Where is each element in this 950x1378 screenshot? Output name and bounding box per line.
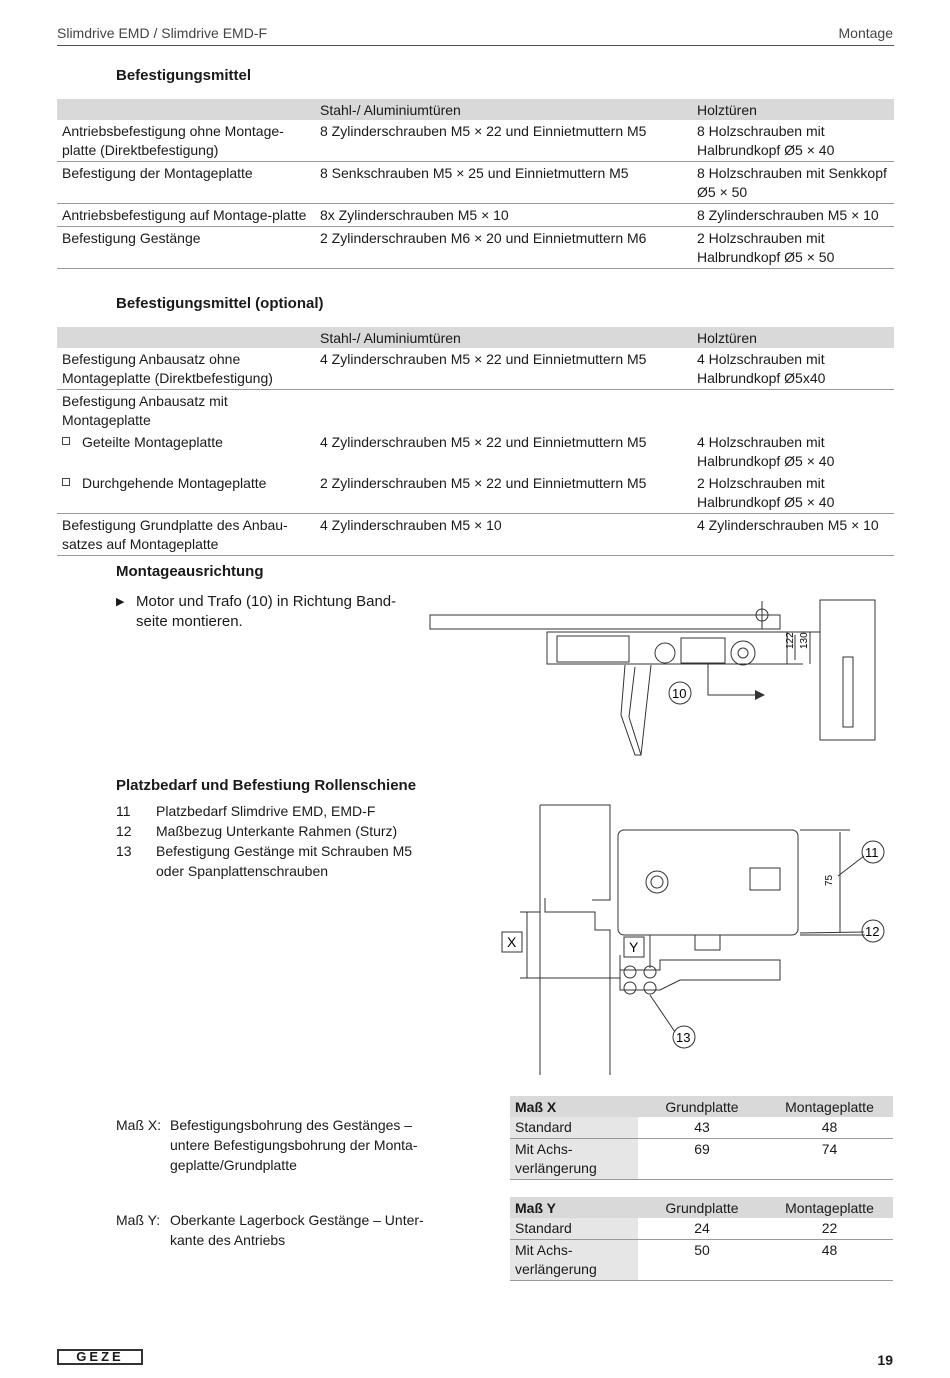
table-cell: 2 Holzschrauben mit Halbrundkopf Ø5 × 50 [692, 227, 894, 269]
table-header-cell: Grundplatte [638, 1096, 766, 1117]
table-row [510, 1218, 893, 1240]
table-cell: Mit Achs-verlängerung [510, 1139, 638, 1180]
table-row [57, 204, 894, 227]
table-cell: 8 Zylinderschrauben M5 × 22 und Einnietmuttern M5 [315, 120, 692, 162]
table-row [510, 1139, 893, 1180]
table-cell: Befestigung Gestänge [57, 227, 315, 269]
optional-fastener-table [57, 327, 894, 556]
callout-label: 10 [672, 686, 687, 701]
measure-x-table [510, 1096, 893, 1180]
legend-list [116, 801, 436, 881]
list-text: Befestigung Gestänge mit Schrauben M5 oder Spanplattenschrauben [156, 843, 413, 879]
instruction [116, 592, 408, 632]
drive-housing [618, 830, 798, 935]
table-cell: Mit Achs-verlängerung [510, 1240, 638, 1281]
wall-section [820, 600, 875, 740]
dimension-label: 130 [799, 632, 810, 649]
table-cell: 2 Zylinderschrauben M6 × 20 und Einnietmuttern M6 [315, 227, 692, 269]
table-row [510, 1117, 893, 1139]
sub-item-label: Durchgehende Montageplatte [82, 475, 267, 491]
table-row [57, 120, 894, 162]
table-header-cell [57, 327, 315, 348]
table-cell: 4 Holzschrauben mit Halbrundkopf Ø5x40 [692, 348, 894, 390]
table-cell: 4 Zylinderschrauben M5 × 10 [315, 514, 692, 556]
table-cell: Standard [510, 1218, 638, 1240]
list-number: 13 [116, 843, 132, 859]
table-header-cell: Holztüren [692, 99, 894, 120]
bullet-square-icon [62, 437, 70, 445]
dimension-label-y: Y [629, 939, 639, 955]
table-header-cell [57, 99, 315, 120]
table-header-cell: Montageplatte [766, 1197, 893, 1218]
instruction-text: Motor und Trafo (10) in Richtung Band-seite montieren. [136, 593, 397, 630]
table-cell: 8x Zylinderschrauben M5 × 10 [315, 204, 692, 227]
table-row [57, 227, 894, 269]
table-cell: 24 [638, 1218, 766, 1240]
table-cell: 8 Holzschrauben mit Halbrundkopf Ø5 × 40 [692, 120, 894, 162]
table-cell: 69 [638, 1139, 766, 1180]
table-cell: Befestigung Grundplatte des Anbau-satzes auf Montageplatte [57, 514, 315, 556]
table-header-cell: Grundplatte [638, 1197, 766, 1218]
definition-y [116, 1210, 446, 1250]
table-cell [57, 472, 315, 514]
table-cell: 48 [766, 1117, 893, 1139]
section-title-optional: Befestigungsmittel (optional) [116, 295, 324, 312]
geze-logo [57, 1349, 143, 1365]
callout-label: 13 [676, 1030, 691, 1045]
list-number: 11 [116, 803, 131, 819]
header-divider [57, 45, 894, 46]
table-cell: 2 Holzschrauben mit Halbrundkopf Ø5 × 40 [692, 472, 894, 514]
definition-x [116, 1115, 446, 1175]
table-header-cell: Stahl-/ Aluminiumtüren [315, 327, 692, 348]
table-header-cell: Maß Y [510, 1197, 638, 1218]
definition-text: Befestigungsbohrung des Gestänges – untere Befestigungsbohrung der Monta-geplatte/Grundplatte [170, 1117, 418, 1173]
table-cell: 2 Zylinderschrauben M5 × 22 und Einnietmuttern M5 [315, 472, 692, 514]
table-cell: Standard [510, 1117, 638, 1139]
table-header-cell: Montageplatte [766, 1096, 893, 1117]
mounting-orientation-diagram [425, 595, 885, 765]
table-cell: 8 Senkschrauben M5 × 25 und Einnietmuttern M5 [315, 162, 692, 204]
table-cell: 4 Zylinderschrauben M5 × 22 und Einnietmuttern M5 [315, 348, 692, 390]
fastener-table [57, 99, 894, 269]
measure-y-table [510, 1197, 893, 1281]
page-number: 19 [877, 1352, 893, 1368]
table-cell: Befestigung Anbausatz ohne Montageplatte (Direktbefestigung) [57, 348, 315, 390]
list-number: 12 [116, 823, 132, 839]
list-item [116, 841, 436, 881]
dimension-label-x: X [507, 934, 517, 950]
table-cell: Befestigung Anbausatz mit Montageplatte [62, 393, 228, 428]
table-cell [57, 431, 315, 472]
table-cell: Befestigung der Montageplatte [57, 162, 315, 204]
table-cell: 50 [638, 1240, 766, 1281]
table-header-row [57, 99, 894, 120]
definition-label: Maß X: [116, 1117, 162, 1133]
table-cell: 8 Holzschrauben mit Senkkopf Ø5 × 50 [692, 162, 894, 204]
table-cell: 48 [766, 1240, 893, 1281]
table-cell: 22 [766, 1218, 893, 1240]
dimension-label: 122 [785, 632, 796, 649]
table-header-row [510, 1197, 893, 1218]
table-row [57, 348, 894, 390]
table-cell: 43 [638, 1117, 766, 1139]
table-header-cell: Maß X [510, 1096, 638, 1117]
frame-profile [540, 805, 610, 1075]
table-header-row [57, 327, 894, 348]
table-row [510, 1240, 893, 1281]
sub-item-label: Geteilte Montageplatte [82, 434, 223, 450]
dimension-label: 75 [824, 874, 835, 886]
callout-label: 12 [865, 924, 880, 939]
table-cell: 4 Zylinderschrauben M5 × 10 [692, 514, 894, 556]
logo-text: GEZE [76, 1349, 124, 1364]
list-text: Maßbezug Unterkante Rahmen (Sturz) [156, 823, 398, 839]
table-row [57, 431, 894, 472]
callout-label: 11 [865, 845, 879, 860]
drive-unit-outline [547, 632, 787, 664]
table-cell: 74 [766, 1139, 893, 1180]
table-cell: 4 Zylinderschrauben M5 × 22 und Einnietmuttern M5 [320, 434, 647, 450]
table-header-cell: Stahl-/ Aluminiumtüren [315, 99, 692, 120]
list-item [116, 821, 436, 841]
bullet-square-icon [62, 478, 70, 486]
header-section: Montage [838, 25, 893, 41]
section-title-platzbedarf: Platzbedarf und Befestiung Rollenschiene [116, 777, 417, 794]
header-doc-title: Slimdrive EMD / Slimdrive EMD-F [57, 25, 268, 41]
section-title-montageausrichtung: Montageausrichtung [116, 563, 264, 580]
definition-text: Oberkante Lagerbock Gestänge – Unter-kante des Antriebs [170, 1212, 424, 1248]
list-text: Platzbedarf Slimdrive EMD, EMD-F [156, 803, 376, 819]
table-cell: 4 Holzschrauben mit Halbrundkopf Ø5 × 40 [697, 434, 835, 469]
space-requirement-diagram [500, 800, 895, 1075]
table-cell: Antriebsbefestigung auf Montage-platte [57, 204, 315, 227]
table-cell: Antriebsbefestigung ohne Montage-platte (Direktbefestigung) [57, 120, 315, 162]
table-row [57, 162, 894, 204]
list-item [116, 801, 436, 821]
table-header-cell: Holztüren [692, 327, 894, 348]
table-header-row [510, 1096, 893, 1117]
section-title-befestigungsmittel: Befestigungsmittel [116, 67, 252, 84]
table-cell: 8 Zylinderschrauben M5 × 10 [692, 204, 894, 227]
triangle-bullet-icon: ▶ [116, 596, 125, 608]
table-row [57, 514, 894, 556]
table-row [57, 472, 894, 514]
table-row [57, 390, 894, 432]
definition-label: Maß Y: [116, 1212, 161, 1228]
door-frame-rail [430, 615, 780, 629]
